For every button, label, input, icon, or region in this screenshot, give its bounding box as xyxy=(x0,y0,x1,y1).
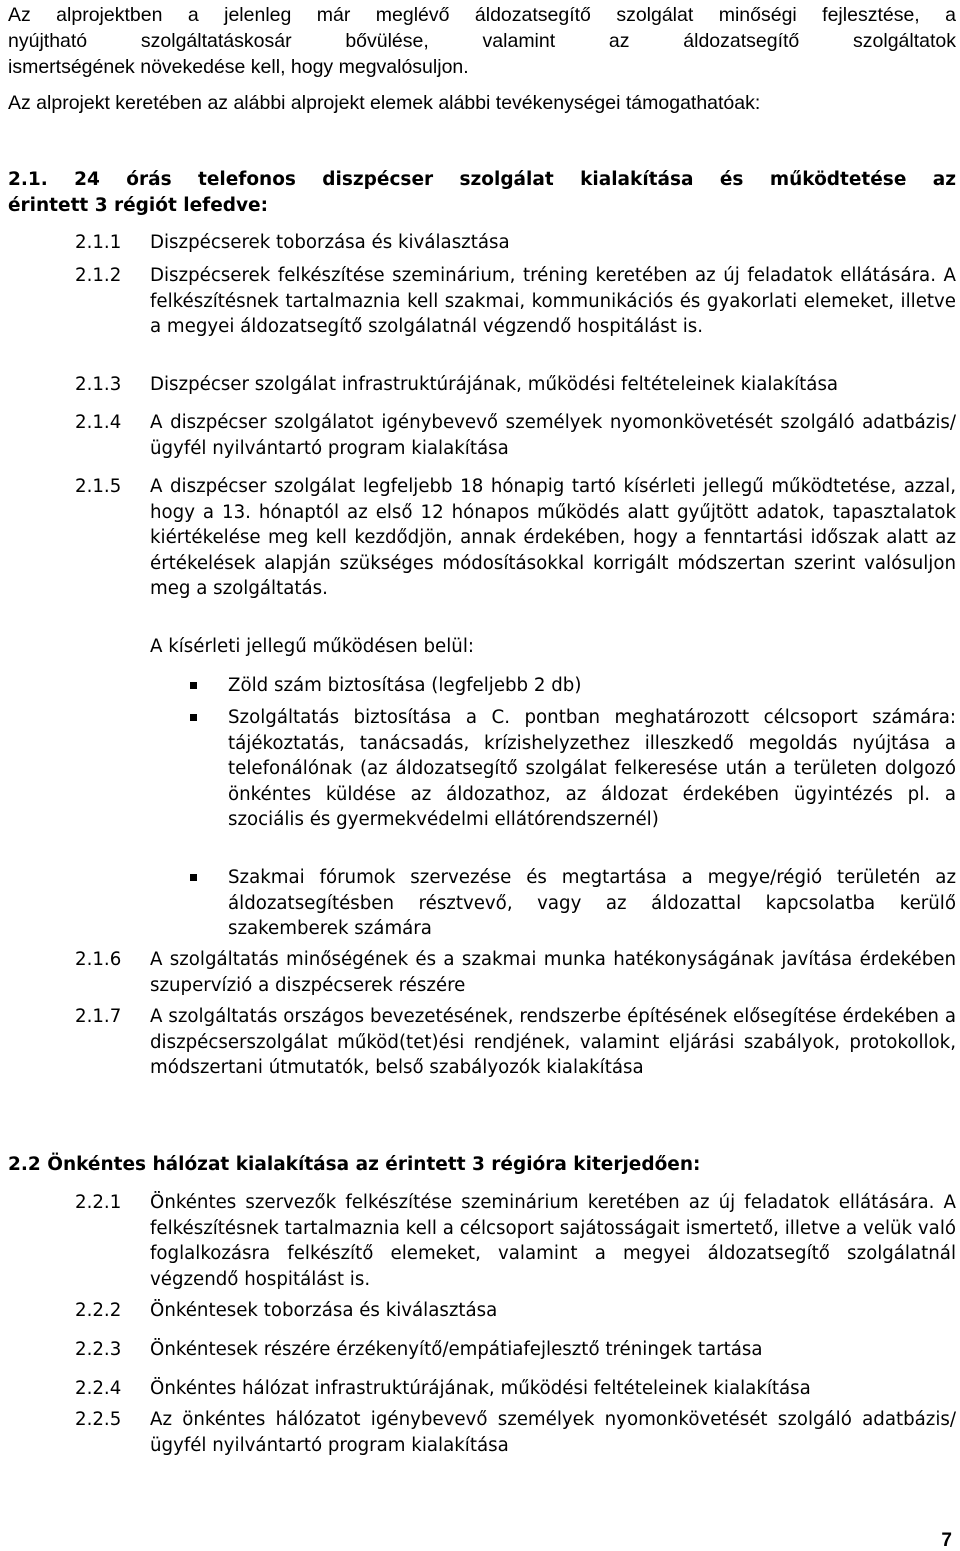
item-text: Önkéntes hálózat infrastruktúrájának, működési feltételeinek kialakítása xyxy=(150,1378,811,1399)
item-number: 2.2.3 xyxy=(75,1339,122,1360)
trial-intro: A kísérleti jellegű működésen belül: xyxy=(150,636,475,657)
item-text: A szolgáltatás minőségének és a szakmai munka hatékonyságának javítása érdekében szupervízió a diszpécserek részére xyxy=(150,949,956,996)
item-number: 2.1.4 xyxy=(75,412,122,433)
square-bullet-icon xyxy=(190,682,197,689)
item-number: 2.1.5 xyxy=(75,476,122,497)
item-number: 2.1.7 xyxy=(75,1006,122,1027)
bullet-text: Szolgáltatás biztosítása a C. pontban meghatározott célcsoport számára: tájékoztatás, tanácsadás, krízishelyzethez illeszkedő megoldás nyújtása a telefonálónak (az áldozatsegítő szolgálat felkeresése után a területen dolgozó önkéntes küldése az áldozathoz, az áldozat érdekében ügyintézés pl. a szociális és gyermekvédelmi ellátórendszernél) xyxy=(228,707,956,831)
intro-line: Az alprojekt keretében az alábbi alprojekt elemek alábbi tevékenységei támogathatóak: xyxy=(8,92,761,114)
list-item xyxy=(75,1190,956,1292)
heading-line: 2.1. 24 órás telefonos diszpécser szolgálat kialakítása és működtetése az xyxy=(8,169,956,190)
bullet-item xyxy=(190,673,956,699)
item-text: Önkéntesek részére érzékenyítő/empátiafejlesztő tréningek tartása xyxy=(150,1339,763,1360)
list-item xyxy=(75,263,956,340)
item-text: A diszpécser szolgálatot igénybevevő személyek nyomonkövetését szolgáló adatbázis/ügyfél nyilvántartó program kialakítása xyxy=(150,412,956,459)
list-item xyxy=(75,1337,956,1363)
bullet-item xyxy=(190,705,956,833)
list-item xyxy=(75,1407,956,1458)
bullet-text: Zöld szám biztosítása (legfeljebb 2 db) xyxy=(228,675,582,696)
page-number: 7 xyxy=(941,1530,952,1551)
item-number: 2.2.5 xyxy=(75,1409,122,1430)
item-number: 2.2.1 xyxy=(75,1192,122,1213)
item-text: A szolgáltatás országos bevezetésének, rendszerbe építésének elősegítése érdekében a diszpécserszolgálat működ(tet)ési rendjének, valamint eljárási szabályok, protokollok, módszertani útmutatók, belső szabályozók kialakítása xyxy=(150,1006,956,1079)
item-number: 2.1.3 xyxy=(75,374,122,395)
intro-line: Az alprojektben a jelenleg már meglévő áldozatsegítő szolgálat minőségi fejlesztése, a xyxy=(8,4,956,26)
square-bullet-icon xyxy=(190,874,197,881)
item-number: 2.2.2 xyxy=(75,1300,122,1321)
list-item xyxy=(75,474,956,602)
item-number: 2.1.6 xyxy=(75,949,122,970)
bullet-text: Szakmai fórumok szervezése és megtartása a megye/régió területén az áldozatsegítésben résztvevő, vagy az áldozattal kapcsolatba kerülő szakemberek számára xyxy=(228,867,956,940)
section-heading-2-1 xyxy=(8,167,956,218)
item-text: Önkéntes szervezők felkészítése szeminárium keretében az új feladatok ellátására. A felkészítésnek tartalmaznia kell a célcsoport sajátosságait ismertető, illetve a velük való foglalkozásra felkészítő elemeket, valamint a megyei áldozatsegítő szolgálatnál végzendő hospitálást is. xyxy=(150,1192,956,1290)
list-item xyxy=(75,1298,956,1324)
item-text: Az önkéntes hálózatot igénybevevő személyek nyomonkövetését szolgáló adatbázis/ügyfél nyilvántartó program kialakítása xyxy=(150,1409,956,1456)
bullet-item xyxy=(190,865,956,942)
section-heading-2-2: 2.2 Önkéntes hálózat kialakítása az érintett 3 régióra kiterjedően: xyxy=(8,1154,701,1175)
item-text: Diszpécserek toborzása és kiválasztása xyxy=(150,232,510,253)
item-text: A diszpécser szolgálat legfeljebb 18 hónapig tartó kísérleti jellegű működtetése, azzal, hogy a 13. hónaptól az első 12 hónapos működés alatt gyűjtött adatok, tapasztalatok kiértékelése meg kell kezdődjön, annak érdekében, hogy a fenntartási időszak alatt az értékelések alapján szükséges módosításokkal korrigált módszertan szerint valósuljon meg a szolgáltatás. xyxy=(150,476,956,600)
item-number: 2.1.1 xyxy=(75,232,122,253)
list-item xyxy=(75,1004,956,1081)
list-item xyxy=(75,230,956,256)
item-text: Önkéntesek toborzása és kiválasztása xyxy=(150,1300,498,1321)
item-text: Diszpécserek felkészítése szeminárium, tréning keretében az új feladatok ellátására. A felkészítésnek tartalmaznia kell szakmai, kommunikációs és gyakorlati elemeket, illetve a megyei áldozatsegítő szolgálatnál végzendő hospitálást is. xyxy=(150,265,956,338)
list-item xyxy=(75,947,956,998)
item-number: 2.1.2 xyxy=(75,265,122,286)
item-number: 2.2.4 xyxy=(75,1378,122,1399)
square-bullet-icon xyxy=(190,714,197,721)
item-text: Diszpécser szolgálat infrastruktúrájának, működési feltételeinek kialakítása xyxy=(150,374,839,395)
list-item xyxy=(75,372,956,398)
list-item xyxy=(75,1376,956,1402)
list-item xyxy=(75,410,956,461)
intro-line: ismertségének növekedése kell, hogy megvalósuljon. xyxy=(8,56,469,78)
heading-line: érintett 3 régiót lefedve: xyxy=(8,194,268,216)
intro-line: nyújtható szolgáltatáskosár bővülése, valamint az áldozatsegítő szolgáltatok xyxy=(8,30,956,52)
